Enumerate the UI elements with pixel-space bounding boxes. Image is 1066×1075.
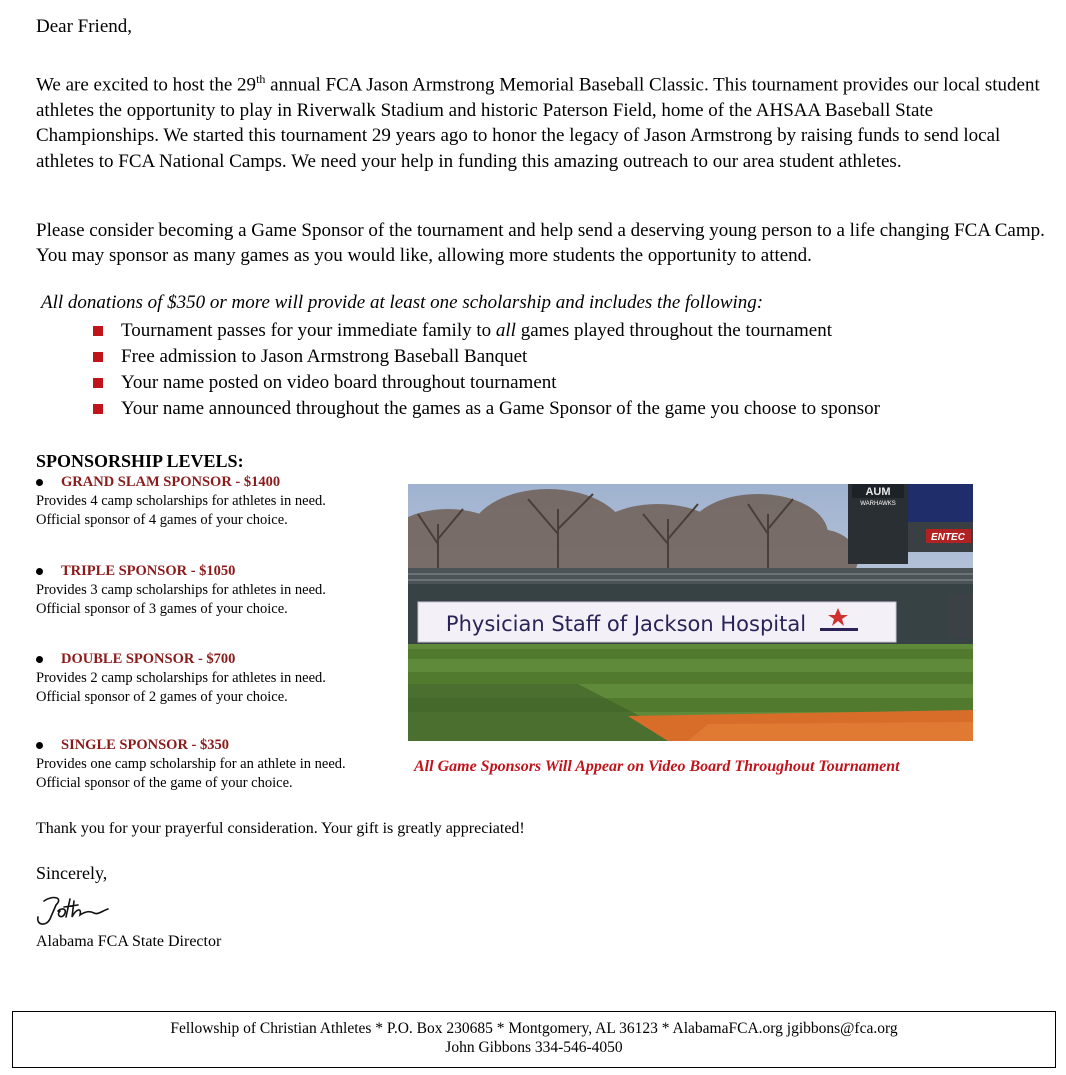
video-board-text: Physician Staff of Jackson Hospital	[445, 612, 807, 636]
benefit-item: Tournament passes for your immediate family to all games played throughout the tournament	[93, 318, 880, 344]
closing-text: Sincerely,	[36, 863, 108, 883]
sponsor-request-paragraph: Please consider becoming a Game Sponsor of the tournament and help send a deserving young person to a life changing FCA Camp. You may sponsor as many games as you would like, allowing more students the opportunity to attend.	[36, 220, 1045, 267]
footer-contact-line: John Gibbons 334-546-4050	[445, 1039, 623, 1056]
square-bullet-icon	[93, 378, 103, 388]
intro-paragraph: We are excited to host the 29th annual FCA Jason Armstrong Memorial Baseball Classic. This tournament provides our local student athletes the opportunity to play in Riverwalk Stadium and historic Paterson Field, home of the AHSAA Baseball State Championships. We started this tournament 29 years ago to honor the legacy of Jason Armstrong by raising funds to send local athletes to FCA National Camps. We need your help in funding this amazing outreach to our area student athletes.	[36, 72, 1040, 172]
square-bullet-icon	[93, 352, 103, 362]
donations-note: All donations of $350 or more will provide at least one scholarship and includes the following:	[41, 292, 764, 313]
bullet-dot-icon	[36, 479, 43, 486]
stadium-video-board-photo	[408, 484, 973, 741]
entec-sign: ENTEC	[931, 532, 965, 543]
square-bullet-icon	[93, 326, 103, 336]
benefits-list	[93, 318, 880, 422]
footer-address-line: Fellowship of Christian Athletes * P.O. Box 230685 * Montgomery, AL 36123 * AlabamaFCA.org jgibbons@fca.org	[170, 1020, 898, 1037]
signer-title: Alabama FCA State Director	[36, 933, 222, 950]
benefit-item: Your name posted on video board throughout tournament	[93, 370, 880, 396]
bullet-dot-icon	[36, 656, 43, 663]
sponsor-level-double: DOUBLE SPONSOR - $700 Provides 2 camp scholarships for athletes in need. Official sponsor of 2 games of your choice.	[36, 651, 326, 705]
bullet-dot-icon	[36, 568, 43, 575]
salutation: Dear Friend,	[36, 16, 133, 37]
bullet-dot-icon	[36, 742, 43, 749]
photo-caption: All Game Sponsors Will Appear on Video Board Throughout Tournament	[414, 758, 900, 775]
benefit-item: Your name announced throughout the games as a Game Sponsor of the game you choose to sponsor	[93, 396, 880, 422]
sponsor-level-single: SINGLE SPONSOR - $350 Provides one camp scholarship for an athlete in need. Official sponsor of the game of your choice.	[36, 737, 346, 791]
sponsor-level-triple: TRIPLE SPONSOR - $1050 Provides 3 camp scholarships for athletes in need. Official sponsor of 3 games of your choice.	[36, 563, 326, 617]
scoreboard-label: AUM	[865, 486, 891, 498]
scoreboard-sublabel: WARHAWKS	[860, 501, 896, 507]
ordinal-suffix: th	[256, 72, 266, 86]
sponsor-level-grand-slam: GRAND SLAM SPONSOR - $1400 Provides 4 camp scholarships for athletes in need. Official sponsor of 4 games of your choice.	[36, 474, 326, 528]
footer-contact-box	[12, 1011, 1056, 1068]
sponsorship-levels-title: SPONSORSHIP LEVELS:	[36, 451, 244, 471]
square-bullet-icon	[93, 404, 103, 414]
benefit-item: Free admission to Jason Armstrong Baseball Banquet	[93, 344, 880, 370]
handwritten-signature	[34, 893, 114, 929]
thanks-text: Thank you for your prayerful consideration. Your gift is greatly appreciated!	[36, 820, 525, 837]
